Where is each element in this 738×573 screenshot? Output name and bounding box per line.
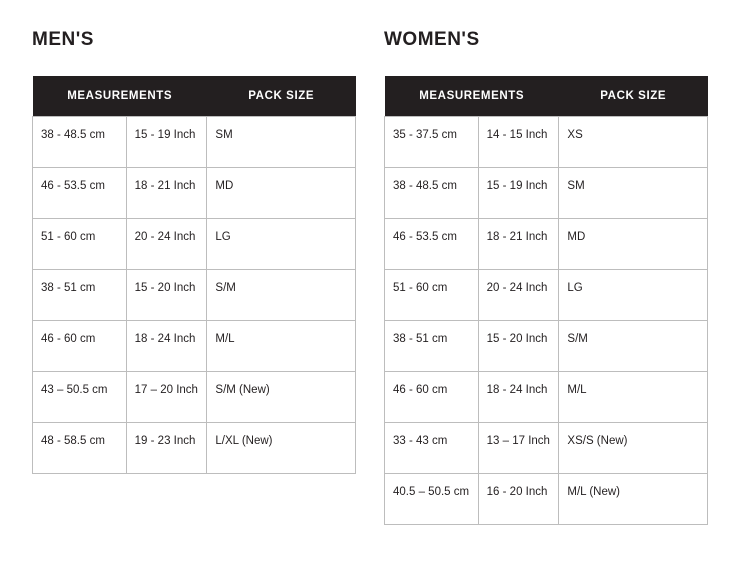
cell-measurement-cm: 46 - 53.5 cm (385, 219, 479, 270)
table-row (33, 117, 356, 168)
cell-measurement-inch: 14 - 15 Inch (478, 117, 559, 168)
table-row (385, 321, 708, 372)
mens-size-section (32, 0, 356, 474)
cell-measurement-inch: 17 – 20 Inch (126, 372, 207, 423)
cell-measurement-cm: 46 - 60 cm (385, 372, 479, 423)
cell-measurement-inch: 15 - 20 Inch (478, 321, 559, 372)
womens-table-body (385, 117, 708, 525)
cell-pack-size: XS (559, 117, 708, 168)
cell-pack-size: S/M (207, 270, 356, 321)
womens-section-title: WOMEN'S (384, 29, 480, 50)
womens-size-table (384, 76, 708, 525)
table-row (385, 372, 708, 423)
cell-pack-size: MD (559, 219, 708, 270)
cell-pack-size: MD (207, 168, 356, 219)
mens-section-title: MEN'S (32, 29, 94, 50)
table-row (33, 168, 356, 219)
cell-pack-size: SM (559, 168, 708, 219)
mens-size-table (32, 76, 356, 474)
cell-measurement-cm: 38 - 48.5 cm (385, 168, 479, 219)
cell-measurement-cm: 46 - 60 cm (33, 321, 127, 372)
table-row (33, 219, 356, 270)
header-pack-size: PACK SIZE (207, 76, 356, 117)
cell-measurement-cm: 38 - 51 cm (33, 270, 127, 321)
cell-measurement-inch: 20 - 24 Inch (126, 219, 207, 270)
cell-measurement-inch: 18 - 24 Inch (126, 321, 207, 372)
cell-measurement-inch: 15 - 19 Inch (126, 117, 207, 168)
cell-measurement-cm: 51 - 60 cm (385, 270, 479, 321)
cell-measurement-inch: 16 - 20 Inch (478, 474, 559, 525)
cell-measurement-cm: 40.5 – 50.5 cm (385, 474, 479, 525)
womens-size-section (384, 0, 708, 525)
header-measurements: MEASUREMENTS (385, 76, 559, 117)
table-row (385, 474, 708, 525)
table-row (385, 168, 708, 219)
table-row (33, 321, 356, 372)
table-row (385, 219, 708, 270)
table-row (385, 270, 708, 321)
cell-measurement-cm: 46 - 53.5 cm (33, 168, 127, 219)
table-header-row (385, 76, 708, 117)
table-row (33, 423, 356, 474)
cell-measurement-inch: 13 – 17 Inch (478, 423, 559, 474)
cell-measurement-cm: 43 – 50.5 cm (33, 372, 127, 423)
cell-pack-size: L/XL (New) (207, 423, 356, 474)
cell-measurement-inch: 18 - 21 Inch (478, 219, 559, 270)
cell-pack-size: S/M (559, 321, 708, 372)
cell-measurement-cm: 35 - 37.5 cm (385, 117, 479, 168)
cell-measurement-cm: 38 - 51 cm (385, 321, 479, 372)
cell-measurement-inch: 15 - 20 Inch (126, 270, 207, 321)
table-row (385, 117, 708, 168)
cell-measurement-inch: 18 - 21 Inch (126, 168, 207, 219)
womens-table-head (385, 76, 708, 117)
cell-pack-size: M/L (207, 321, 356, 372)
cell-pack-size: M/L (559, 372, 708, 423)
cell-pack-size: S/M (New) (207, 372, 356, 423)
cell-pack-size: SM (207, 117, 356, 168)
cell-measurement-cm: 38 - 48.5 cm (33, 117, 127, 168)
cell-measurement-cm: 51 - 60 cm (33, 219, 127, 270)
cell-measurement-inch: 15 - 19 Inch (478, 168, 559, 219)
table-row (385, 423, 708, 474)
cell-measurement-inch: 19 - 23 Inch (126, 423, 207, 474)
table-header-row (33, 76, 356, 117)
cell-pack-size: XS/S (New) (559, 423, 708, 474)
header-pack-size: PACK SIZE (559, 76, 708, 117)
cell-measurement-cm: 33 - 43 cm (385, 423, 479, 474)
cell-pack-size: LG (207, 219, 356, 270)
mens-table-body (33, 117, 356, 474)
cell-measurement-inch: 20 - 24 Inch (478, 270, 559, 321)
cell-pack-size: LG (559, 270, 708, 321)
cell-measurement-inch: 18 - 24 Inch (478, 372, 559, 423)
header-measurements: MEASUREMENTS (33, 76, 207, 117)
mens-table-head (33, 76, 356, 117)
table-row (33, 372, 356, 423)
cell-measurement-cm: 48 - 58.5 cm (33, 423, 127, 474)
cell-pack-size: M/L (New) (559, 474, 708, 525)
table-row (33, 270, 356, 321)
